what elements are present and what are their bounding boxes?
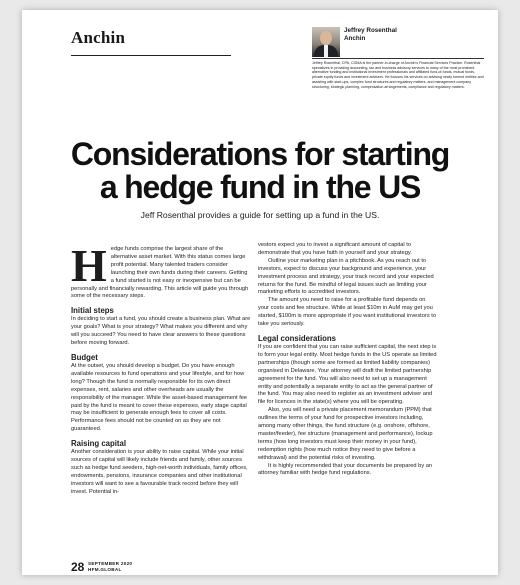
- drop-cap: H: [71, 246, 107, 291]
- author-divider: [312, 58, 484, 59]
- paragraph-legal-1: If you are confident that you can raise sufficient capital, the next step is to form your legal entity. Most hedge funds in the US operate as limited partnerships (though some are formed as limited liability companies) organised in Delaware. Your attorney will draft the limited partnership agreement for the fund. You will also need to set up a management entity and potentially a separate entity to act as the general partner of the fund. You may also need to register as an investment adviser and file for licences in the state(s) where you will be operating.: [258, 343, 437, 406]
- article-column-right: [258, 242, 438, 560]
- article-column-left: [71, 246, 251, 564]
- intro-text: edge funds comprise the largest share of the alternative asset market. With this status comes large profit potential. Many talented traders consider launching their own funds during their careers. Getting a fund started is not easy or inexpensive but can be personally and financially rewarding. This article will guide you through some of the necessary steps.: [71, 246, 249, 300]
- heading-initial-steps: Initial steps: [71, 306, 114, 316]
- heading-raising-capital: Raising capital: [71, 439, 127, 449]
- magazine-page: [22, 10, 498, 575]
- paragraph-marketing: Outline your marketing plan in a pitchbook. As you reach out to investors, expect to discuss your background and experience, your investment process and strategy, your track record and your expected returns for the fund. Be mindful of legal issues such as limiting your marketing efforts to accredited investors.: [258, 257, 434, 296]
- heading-legal: Legal considerations: [258, 333, 336, 343]
- paragraph-budget: At the outset, you should develop a budget. Do you have enough available resources to fund operations and your lifestyle, and for how long? Though the fund is normally responsible for its own direct expenses, rent, salaries and other overheads are usually the responsibility of the manager. While the asset-based management fee paid by the fund is meant to cover these expenses, early stage capital may be insufficient to generate enough fees to cover all costs. Performance fees should not be counted on as they are not guaranteed.: [71, 362, 248, 433]
- author-photo: [312, 27, 340, 57]
- article-title-line-2: a hedge fund in the US: [99, 169, 421, 205]
- author-company: Anchin: [344, 35, 366, 42]
- paragraph-amount: The amount you need to raise for a profitable fund depends on your costs and fee structure. While at least $10m in AuM may get you started, $100m is more appropriate if you want institutional investors to take you seriously.: [258, 297, 436, 328]
- heading-budget: Budget: [71, 352, 98, 362]
- paragraph-investors: vestors expect you to invest a significant amount of capital to demonstrate that you have faith in yourself and your strategy.: [258, 242, 412, 256]
- paragraph-legal-3: It is highly recommended that your documents be prepared by an attorney familiar with hedge fund regulations.: [258, 462, 433, 477]
- paragraph-raising-capital: Another consideration is your ability to raise capital. While your initial sources of capital will likely include friends and family, other sources such as hedge fund seeders, high-net-worth individuals, family offices, endowments, pensions, insurance companies and other institutional investors will want to see a favourable track record before they will invest. Potential in-: [71, 449, 248, 495]
- author-name: Jeffrey Rosenthal: [344, 27, 397, 34]
- page-number: 28: [71, 560, 85, 574]
- publication-name: HFM.GLOBAL: [88, 567, 122, 572]
- brand-divider: [71, 55, 231, 56]
- paragraph-initial-steps: In deciding to start a fund, you should create a business plan. What are your goals? What is your strategy? What makes you different and why will you succeed? You need to have clear answers to these questions before moving forward.: [71, 316, 251, 347]
- article-title: [22, 138, 498, 204]
- paragraph-legal-2: Also, you will need a private placement memorandum (PPM) that outlines the terms of your fund for prospective investors including, among many other things, the fund structure (e.g. onshore, offshore, master/feeder), fee structure (management and performance), lockup terms (how long investors must keep their money in your fund), redemption rights (how much notice they need to give before a withdrawal) and the potential risks of investing.: [258, 407, 433, 461]
- intro-paragraph: [71, 246, 251, 301]
- author-bio: Jeffrey Rosenthal, CPA, CGMA is the partner-in-charge of Anchin's Financial Services Practice. Rosenthal specializes in providing accounting, tax and business advisory services to many of the most prominent alternative funding and institutional investment professionals and affiliated fund-of-funds, mutual funds, private equity funds and investment advisers. He focuses his services on advising newly formed entities and assisting with start-ups, complex fund structures and regulatory matters, and management company structuring, strategic planning, compensation arrangements, compliance and regulatory matters.: [312, 61, 484, 89]
- brand-name: Anchin: [71, 28, 126, 47]
- article-subtitle: Jeff Rosenthal provides a guide for setting up a fund in the US.: [140, 210, 380, 220]
- issue-date: SEPTEMBER 2020: [88, 561, 133, 566]
- article-title-line-1: Considerations for starting: [70, 136, 450, 172]
